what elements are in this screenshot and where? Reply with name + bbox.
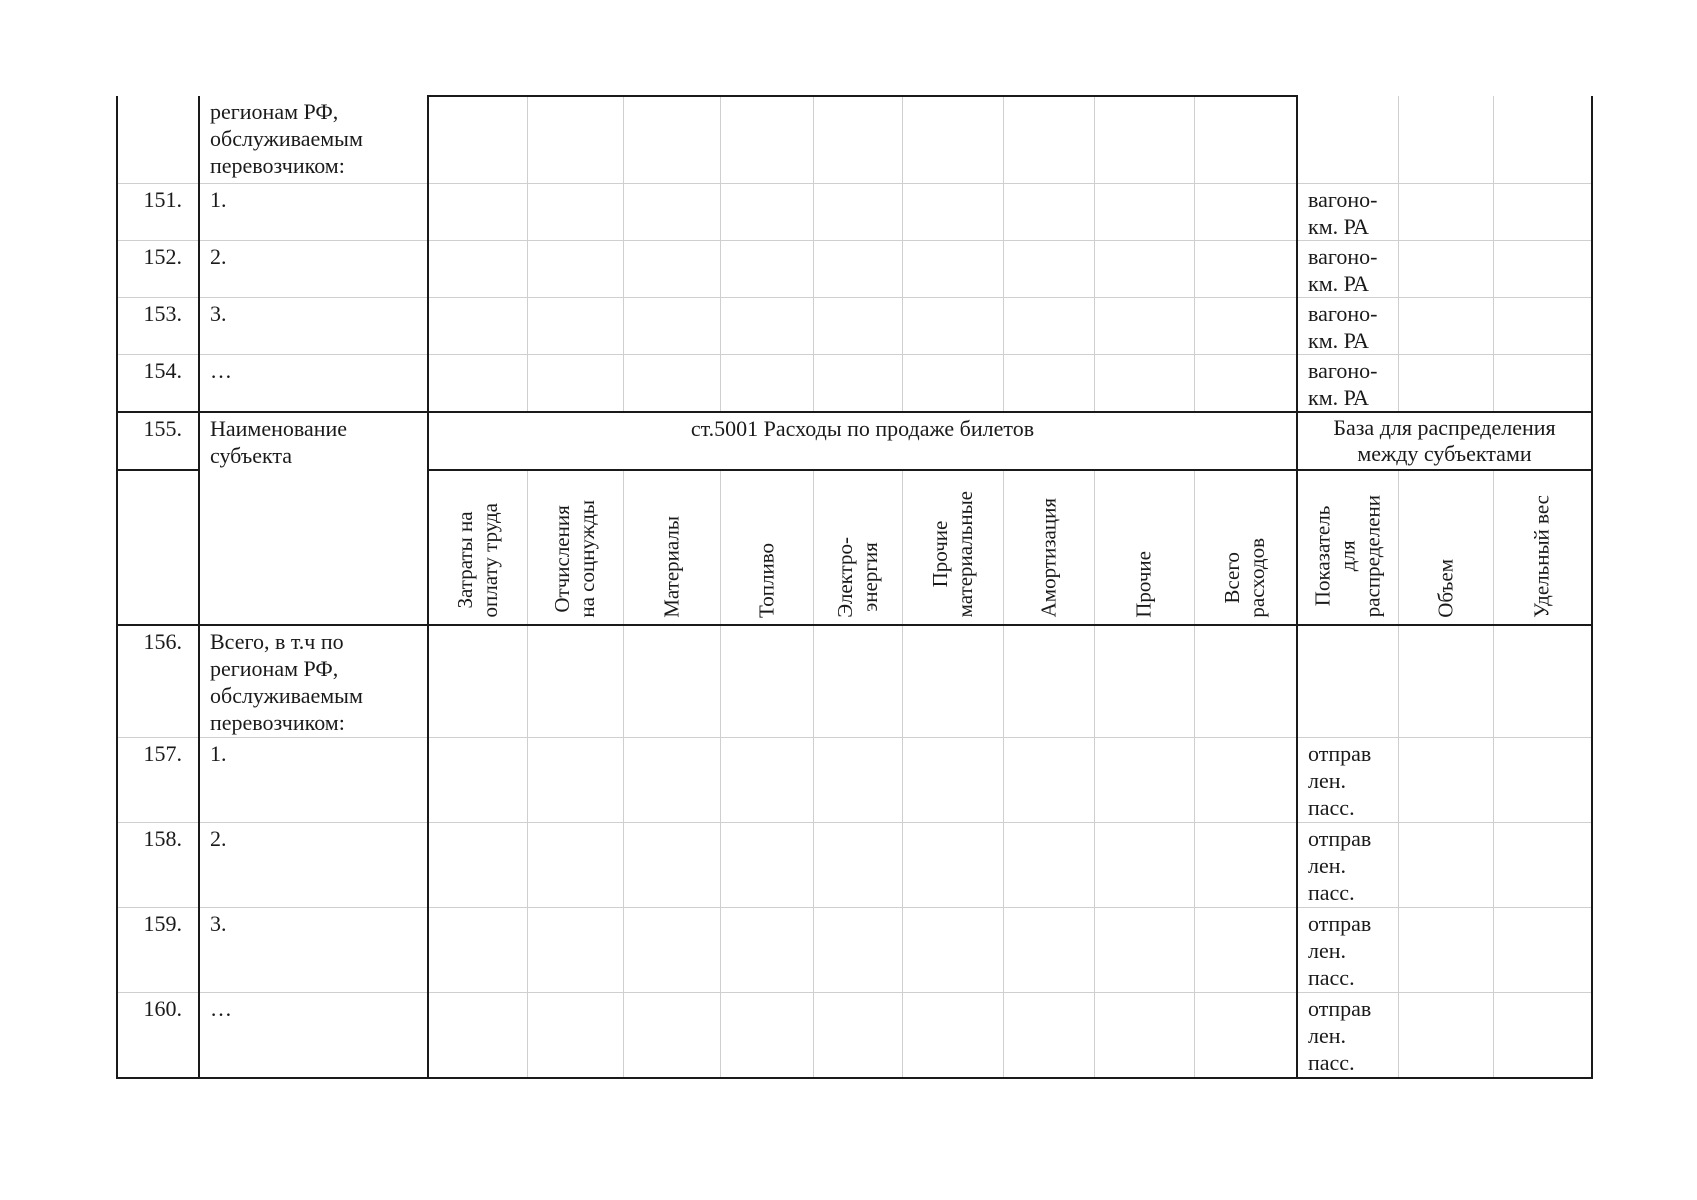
column-header: Удельный вес: [1493, 470, 1592, 625]
table-row: [117, 625, 1592, 738]
subject-name: 3.: [199, 908, 428, 993]
distribution-unit: отправ лен. пасс.: [1297, 993, 1398, 1078]
header-row: [117, 412, 1592, 470]
table-row: [117, 240, 1592, 297]
table-row: [117, 354, 1592, 412]
distribution-unit: вагоно- км. РА: [1297, 354, 1398, 412]
subject-name: 1.: [199, 738, 428, 823]
column-header: Всего расходов: [1194, 470, 1297, 625]
row-number: 155.: [117, 412, 199, 470]
allocation-base-title: База для распределения между субъектами: [1297, 412, 1592, 470]
row-number: 153.: [117, 297, 199, 354]
column-header: Материалы: [623, 470, 720, 625]
table-row: [117, 297, 1592, 354]
column-header: Затраты на оплату труда: [428, 470, 527, 625]
table-row: [117, 908, 1592, 993]
column-header: Показатель для распределени: [1297, 470, 1398, 625]
column-header: Амортизация: [1003, 470, 1094, 625]
subject-name: 2.: [199, 240, 428, 297]
column-header: Отчисления на соцнужды: [527, 470, 623, 625]
column-header: Прочие материальные: [902, 470, 1003, 625]
row-number-cell: [117, 96, 199, 183]
subject-name: 2.: [199, 823, 428, 908]
column-header: Объем: [1398, 470, 1493, 625]
subject-name: …: [199, 993, 428, 1078]
distribution-unit: отправ лен. пасс.: [1297, 908, 1398, 993]
column-header: Электро- энергия: [813, 470, 902, 625]
subject-name: 3.: [199, 297, 428, 354]
row-number: 158.: [117, 823, 199, 908]
distribution-unit: вагоно- км. РА: [1297, 297, 1398, 354]
distribution-unit: отправ лен. пасс.: [1297, 738, 1398, 823]
distribution-unit: отправ лен. пасс.: [1297, 823, 1398, 908]
subject-column-header: Наименование субъекта: [199, 412, 428, 625]
column-header: Прочие: [1094, 470, 1194, 625]
column-header: Топливо: [720, 470, 813, 625]
row-number: 157.: [117, 738, 199, 823]
row-number: 151.: [117, 183, 199, 240]
table-row: [117, 96, 1592, 183]
row-number: 160.: [117, 993, 199, 1078]
subject-name: …: [199, 354, 428, 412]
subject-name-cell: регионам РФ, обслуживаемым перевозчиком:: [199, 96, 428, 183]
row-number: 152.: [117, 240, 199, 297]
distribution-unit: вагоно- км. РА: [1297, 240, 1398, 297]
distribution-unit: вагоно- км. РА: [1297, 183, 1398, 240]
table-row: [117, 993, 1592, 1078]
row-number: 154.: [117, 354, 199, 412]
subject-name: Всего, в т.ч по регионам РФ, обслуживаемым перевозчиком:: [199, 625, 428, 738]
table-row: [117, 823, 1592, 908]
table-row: [117, 183, 1592, 240]
table-row: [117, 738, 1592, 823]
cost-allocation-table: [116, 95, 1593, 1079]
expense-group-title: ст.5001 Расходы по продаже билетов: [428, 412, 1297, 470]
row-number: 159.: [117, 908, 199, 993]
subject-name: 1.: [199, 183, 428, 240]
row-number: 156.: [117, 625, 199, 738]
